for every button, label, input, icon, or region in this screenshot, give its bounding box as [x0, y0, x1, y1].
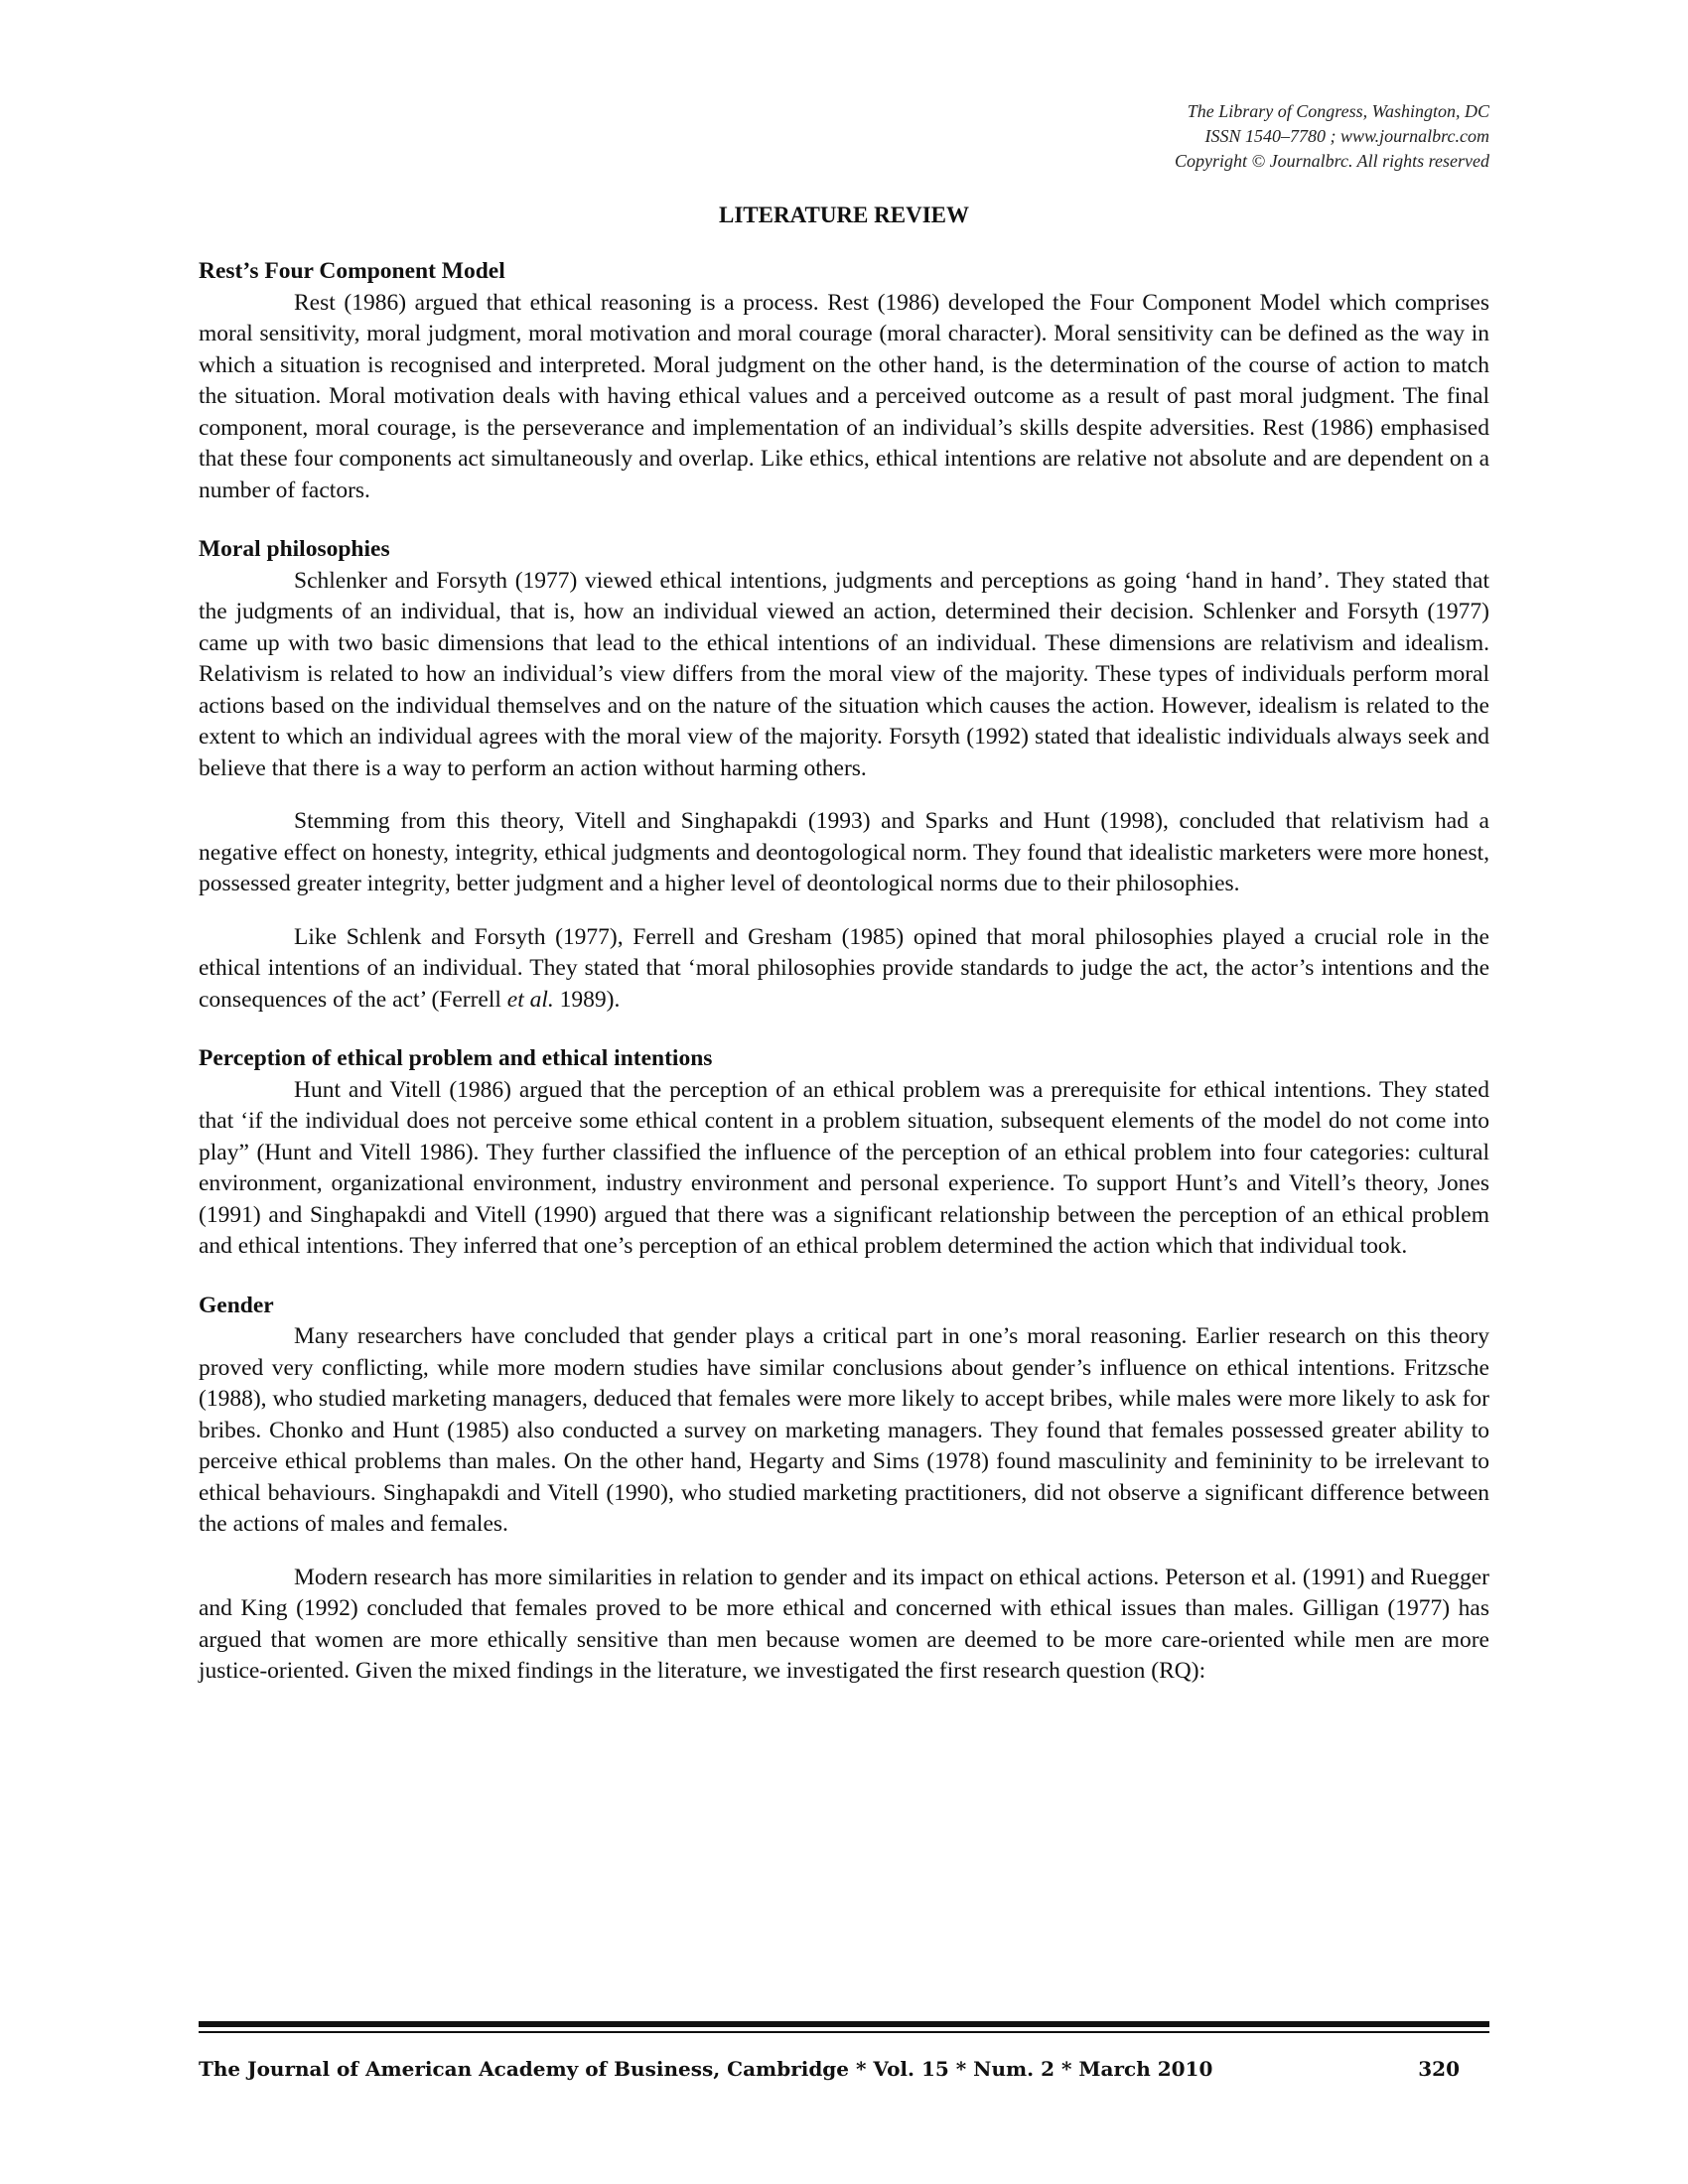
page-number: 320: [1418, 2057, 1460, 2081]
spacer: [199, 506, 1489, 534]
paragraph-moral-3-end: 1989).: [553, 986, 621, 1013]
page-footer: [199, 2057, 1489, 2081]
section-heading-perception: Perception of ethical problem and ethical intentions: [199, 1045, 713, 1071]
footer-rule-thick: [199, 2021, 1489, 2027]
et-al-italic: et al.: [506, 986, 554, 1013]
article-body: [199, 256, 1489, 1688]
masthead: [1175, 99, 1489, 174]
paragraph-rest-1: Rest (1986) argued that ethical reasoning is a process. Rest (1986) developed the Four Component Model which comprises moral sensitivity, moral judgment, moral motivation and moral courage (moral character). Moral sensitivity can be defined as the way in which a situation is recognised and interpreted. Moral judgment on the other hand, is the determination of the course of action to match the situation. Moral motivation deals with having ethical values and a perceived outcome as a result of past moral judgment. The final component, moral courage, is the perseverance and implementation of an individual’s skills despite adversities. Rest (1986) emphasised that these four components act simultaneously and overlap. Like ethics, ethical intentions are relative not absolute and are dependent on a number of factors.: [199, 289, 1489, 503]
journal-citation: The Journal of American Academy of Business, Cambridge * Vol. 15 * Num. 2 * March 2010: [199, 2057, 1213, 2081]
spacer: [199, 1016, 1489, 1043]
spacer: [199, 784, 1489, 806]
paragraph-moral-1: Schlenker and Forsyth (1977) viewed ethical intentions, judgments and perceptions as going ‘hand in hand’. They stated that the judgments of an individual, that is, how an individual viewed an action, determined their decision. Schlenker and Forsyth (1977) came up with two basic dimensions that lead to the ethical intentions of an individual. These dimensions are relativism and idealism. Relativism is related to how an individual’s view differs from the moral view of the majority. These types of individuals perform moral actions based on the individual themselves and on the nature of the situation which causes the action. However, idealism is related to the extent to which an individual agrees with the moral view of the majority. Forsyth (1992) stated that idealistic individuals always seek and believe that there is a way to perform an action without harming others.: [199, 567, 1489, 781]
section-heading-rest: Rest’s Four Component Model: [199, 258, 505, 284]
footer-rule-thin: [199, 2031, 1489, 2033]
paragraph-moral-2: Stemming from this theory, Vitell and Singhapakdi (1993) and Sparks and Hunt (1998), concluded that relativism had a negative effect on honesty, integrity, ethical judgments and deontogological norm. They found that idealistic marketers were more honest, possessed greater integrity, better judgment and a higher level of deontological norms due to their philosophies.: [199, 808, 1489, 896]
paragraph-gender-2: Modern research has more similarities in relation to gender and its impact on ethical actions. Peterson et al. (1991) and Ruegger and King (1992) concluded that females proved to be more ethical and concerned with ethical issues than males. Gilligan (1977) has argued that women are more ethically sensitive than men because women are deemed to be more care-oriented while men are more justice-oriented. Given the mixed findings in the literature, we investigated the first research question (RQ):: [199, 1564, 1489, 1684]
paragraph-gender-1: Many researchers have concluded that gender plays a critical part in one’s moral reasoning. Earlier research on this theory proved very conflicting, while more modern studies have similar conclusions about gender’s influence on ethical intentions. Fritzsche (1988), who studied marketing managers, deduced that females were more likely to accept bribes, while males were more likely to ask for bribes. Chonko and Hunt (1985) also conducted a survey on marketing managers. They found that females possessed greater ability to perceive ethical problems than males. On the other hand, Hegarty and Sims (1978) found masculinity and femininity to be irrelevant to ethical behaviours. Singhapakdi and Vitell (1990), who studied marketing practitioners, did not observe a significant difference between the actions of males and females.: [199, 1323, 1489, 1537]
spacer: [199, 1541, 1489, 1563]
paragraph-moral-3-text: Like Schlenk and Forsyth (1977), Ferrell and Gresham (1985) opined that moral philosophies played a crucial role in the ethical intentions of an individual. They stated that ‘moral philosophies provide standards to judge the act, the actor’s intentions and the consequences of the act’ (Ferrell: [199, 923, 1489, 1013]
masthead-issn: ISSN 1540–7780 ; www.journalbrc.com: [1204, 126, 1489, 146]
section-heading-gender: Gender: [199, 1292, 274, 1318]
masthead-copyright: Copyright © Journalbrc. All rights reserved: [1175, 151, 1489, 171]
paragraph-perception-1: Hunt and Vitell (1986) argued that the perception of an ethical problem was a prerequisite for ethical intentions. They stated that ‘if the individual does not perceive some ethical content in a problem situation, subsequent elements of the model do not come into play” (Hunt and Vitell 1986). They further classified the influence of the perception of an ethical problem into four categories: cultural environment, organizational environment, industry environment and personal experience. To support Hunt’s and Vitell’s theory, Jones (1991) and Singhapakdi and Vitell (1990) argued that there was a significant relationship between the perception of an ethical problem and ethical intentions. They inferred that one’s perception of an ethical problem determined the action which that individual took.: [199, 1076, 1489, 1259]
spacer: [199, 1263, 1489, 1291]
masthead-library: The Library of Congress, Washington, DC: [1187, 101, 1489, 121]
paragraph-moral-3: [199, 922, 1489, 1017]
spacer: [199, 900, 1489, 922]
section-heading-moral: Moral philosophies: [199, 536, 390, 562]
page-title: LITERATURE REVIEW: [719, 203, 969, 227]
